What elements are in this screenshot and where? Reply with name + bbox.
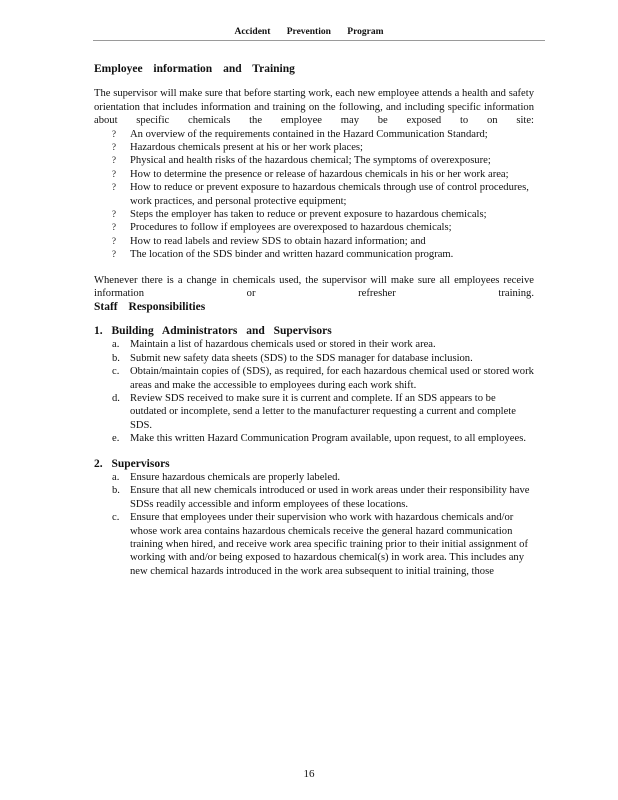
list-item xyxy=(94,248,534,261)
list-item xyxy=(94,338,534,351)
list-item-text: How to determine the presence or release of hazardous chemicals in his or her work area; xyxy=(130,168,509,180)
intro-paragraph: The supervisor will make sure that before starting work, each new employee attends a health and safety orientation that includes information and training on the following, and including specific information about specific chemicals the employee may be exposed to on site: xyxy=(94,88,534,127)
item-text: Submit new safety data sheets (SDS) to the SDS manager for database inclusion. xyxy=(130,352,473,364)
page-number: 16 xyxy=(303,768,315,780)
item-letter: b. xyxy=(112,485,120,497)
bullet-marker: ? xyxy=(112,142,116,153)
list-item xyxy=(94,154,534,167)
bullet-marker: ? xyxy=(112,155,116,166)
list-item-text: Steps the employer has taken to reduce or prevent exposure to hazardous chemicals; xyxy=(130,209,487,221)
bullet-marker: ? xyxy=(112,249,116,260)
list-item-text: Hazardous chemicals present at his or her work places; xyxy=(130,142,363,154)
item-letter: a. xyxy=(112,471,120,483)
item-text: Maintain a list of hazardous chemicals used or stored in their work area. xyxy=(130,339,436,351)
list-item xyxy=(94,432,534,445)
item-text: Obtain/maintain copies of (SDS), as required, for each hazardous chemical used or stored work areas and make the accessible to employees during each work shift. xyxy=(130,366,534,391)
section-heading-staff-responsibilities: Staff Responsibilities xyxy=(94,300,206,313)
list-item xyxy=(94,352,534,365)
list-item xyxy=(94,511,534,578)
item-letter: e. xyxy=(112,433,120,445)
item-text: Ensure that employees under their supervision who work with hazardous chemicals and/or whose work area contains hazardous chemicals receive the general hazard communication training when hired, and receive work area specific training prior to their initial assignment of working with and/or being exposed to hazardous chemical(s) in work area. This includes any new chemical hazards introduced in the work area subsequent to initial training, those xyxy=(130,512,529,577)
bullet-marker: ? xyxy=(112,128,116,139)
item-letter: b. xyxy=(112,352,120,364)
list-item xyxy=(94,128,534,141)
bullet-marker: ? xyxy=(112,182,116,193)
item-letter: d. xyxy=(112,392,120,404)
list-item xyxy=(94,168,534,181)
list-item xyxy=(94,141,534,154)
list-item-text: Procedures to follow if employees are overexposed to hazardous chemicals; xyxy=(130,222,452,234)
item-text: Ensure hazardous chemicals are properly labeled. xyxy=(130,471,341,483)
list-item-text: The location of the SDS binder and written hazard communication program. xyxy=(130,249,454,261)
list-item-text: Physical and health risks of the hazardous chemical; The symptoms of overexposure; xyxy=(130,155,491,167)
section-heading-employee-training: Employee information and Training xyxy=(94,63,295,75)
responsibility-list xyxy=(94,338,534,445)
list-item xyxy=(94,208,534,221)
list-item xyxy=(94,221,534,234)
list-item xyxy=(94,471,534,484)
training-topics-list xyxy=(94,128,534,262)
item-text: Make this written Hazard Communication Program available, upon request, to all employees. xyxy=(130,433,526,445)
bullet-marker: ? xyxy=(112,209,116,220)
list-item-text: How to read labels and review SDS to obtain hazard information; and xyxy=(130,235,426,247)
responsibility-group xyxy=(94,458,534,579)
closing-paragraph: Whenever there is a change in chemicals used, the supervisor will make sure all employees receive information or refresher training. xyxy=(94,274,534,300)
bullet-marker: ? xyxy=(112,168,116,179)
list-item xyxy=(94,484,534,511)
responsibility-group xyxy=(94,325,534,446)
list-item-text: How to reduce or prevent exposure to hazardous chemicals through use of control procedures, work practices, and personal protective equipment; xyxy=(130,182,529,207)
header-rule xyxy=(93,40,545,41)
list-item-text: An overview of the requirements contained in the Hazard Communication Standard; xyxy=(130,128,488,140)
group-title: 2. Supervisors xyxy=(94,457,170,470)
item-text: Review SDS received to make sure it is current and complete. If an SDS appears to be outdated or incomplete, send a letter to the manufacturer requesting a current and complete SDS. xyxy=(130,392,516,431)
item-letter: a. xyxy=(112,339,120,351)
bullet-marker: ? xyxy=(112,235,116,246)
item-text: Ensure that all new chemicals introduced or used in work areas under their responsibility have SDSs readily accessible and inform employees of these locations. xyxy=(130,485,530,510)
list-item xyxy=(94,181,534,208)
bullet-marker: ? xyxy=(112,222,116,233)
running-header: Accident Prevention Program xyxy=(234,27,384,37)
responsibility-list xyxy=(94,471,534,578)
responsibility-groups xyxy=(94,325,534,578)
group-title: 1. Building Administrators and Supervisors xyxy=(94,324,332,337)
list-item xyxy=(94,235,534,248)
item-letter: c. xyxy=(112,366,120,378)
page-content xyxy=(94,63,534,590)
list-item xyxy=(94,365,534,392)
item-letter: c. xyxy=(112,512,120,524)
list-item xyxy=(94,392,534,432)
